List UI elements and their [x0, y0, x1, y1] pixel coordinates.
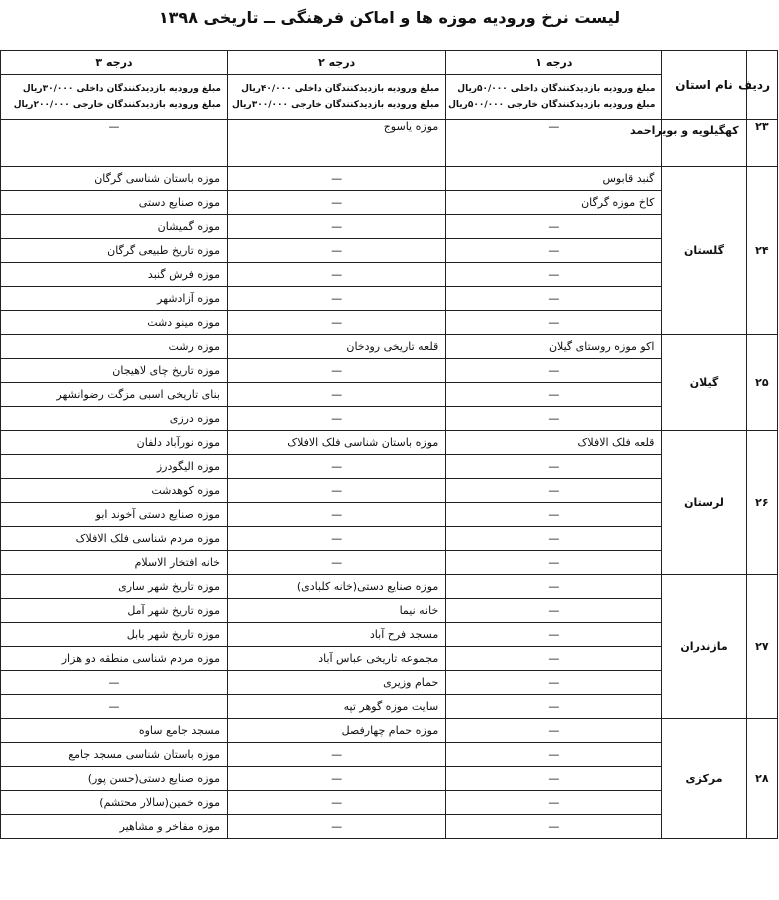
museum-name: موزه مردم شناسی فلک الافلاک	[1, 527, 228, 551]
empty-cell: —	[446, 671, 662, 695]
empty-cell: —	[227, 287, 445, 311]
row-number: ۲۵	[746, 335, 777, 431]
table-row	[1, 431, 778, 455]
empty-cell: —	[446, 359, 662, 383]
empty-cell: —	[227, 527, 445, 551]
table-row	[1, 479, 778, 503]
museum-name: موزه خمین(سالار محتشم)	[1, 791, 228, 815]
table-row	[1, 767, 778, 791]
province-name: گلستان	[662, 167, 746, 335]
museum-name: موزه کوهدشت	[1, 479, 228, 503]
row-number: ۲۴	[746, 167, 777, 335]
museum-name: گنبد قابوس	[446, 167, 662, 191]
museum-name: موزه صنایع دستی	[1, 191, 228, 215]
empty-cell: —	[227, 359, 445, 383]
table-row	[1, 311, 778, 335]
table-row	[1, 120, 778, 167]
museum-name: موزه صنایع دستی آخوند ابو	[1, 503, 228, 527]
museum-name: موزه تاریخ چای لاهیجان	[1, 359, 228, 383]
empty-cell: —	[227, 455, 445, 479]
museum-name: مسجد فرح آباد	[227, 623, 445, 647]
empty-cell: —	[446, 239, 662, 263]
empty-cell: —	[227, 239, 445, 263]
table-row	[1, 527, 778, 551]
museum-name: موزه یاسوج	[227, 120, 445, 167]
museum-name: مسجد جامع ساوه	[1, 719, 228, 743]
empty-cell: —	[446, 551, 662, 575]
province-name: مازندران	[662, 575, 746, 719]
empty-cell: —	[446, 407, 662, 431]
museum-name: موزه درزی	[1, 407, 228, 431]
empty-cell: —	[446, 311, 662, 335]
table-row	[1, 239, 778, 263]
table-row	[1, 815, 778, 839]
empty-cell: —	[1, 695, 228, 719]
museum-name: موزه باستان شناسی فلک الافلاک	[227, 431, 445, 455]
empty-cell: —	[227, 743, 445, 767]
empty-cell: —	[1, 671, 228, 695]
province-name: گیلان	[662, 335, 746, 431]
museum-name: موزه تاریخ شهر آمل	[1, 599, 228, 623]
museum-name: موزه نورآباد دلفان	[1, 431, 228, 455]
header-grade-1-prices	[446, 75, 662, 120]
museum-name: موزه رشت	[1, 335, 228, 359]
table-body	[1, 120, 778, 839]
header-province: نام استان	[662, 51, 746, 120]
empty-cell: —	[227, 407, 445, 431]
empty-cell: —	[446, 479, 662, 503]
table-row	[1, 551, 778, 575]
province-name: لرستان	[662, 431, 746, 575]
museum-name: موزه باستان شناسی مسجد جامع	[1, 743, 228, 767]
empty-cell: —	[227, 503, 445, 527]
table-row	[1, 743, 778, 767]
empty-cell: —	[227, 167, 445, 191]
empty-cell: —	[446, 287, 662, 311]
table-row	[1, 671, 778, 695]
grade-2-external-price: مبلغ ورودیه بازدیدکنندگان خارجی ۳۰۰/۰۰۰ریال	[231, 100, 440, 110]
museum-name: موزه حمام چهارفصل	[227, 719, 445, 743]
museum-name: کاخ موزه گرگان	[446, 191, 662, 215]
empty-cell: —	[446, 120, 662, 167]
province-name: مرکزی	[662, 719, 746, 839]
row-number: ۲۷	[746, 575, 777, 719]
grade-2-internal-price: مبلغ ورودیه بازدیدکنندگان داخلی ۴۰/۰۰۰ریال	[241, 84, 440, 94]
museum-name: بنای تاریخی اسبی مزگت رضوانشهر	[1, 383, 228, 407]
empty-cell: —	[446, 623, 662, 647]
table-row	[1, 191, 778, 215]
museum-name: خانه نیما	[227, 599, 445, 623]
table-row	[1, 791, 778, 815]
table-row	[1, 215, 778, 239]
empty-cell: —	[227, 263, 445, 287]
table-row	[1, 335, 778, 359]
museum-name: موزه باستان شناسی گرگان	[1, 167, 228, 191]
empty-cell: —	[446, 575, 662, 599]
header-radif: ردیف	[746, 51, 777, 120]
museum-name: قلعه تاریخی رودخان	[227, 335, 445, 359]
museum-name: موزه آزادشهر	[1, 287, 228, 311]
museum-name: قلعه فلک الافلاک	[446, 431, 662, 455]
empty-cell: —	[446, 527, 662, 551]
empty-cell: —	[227, 383, 445, 407]
museum-name: موزه تاریخ شهر بابل	[1, 623, 228, 647]
empty-cell: —	[227, 191, 445, 215]
table-row	[1, 263, 778, 287]
table-row	[1, 695, 778, 719]
museum-name: موزه مردم شناسی منطقه دو هزار	[1, 647, 228, 671]
museum-name: موزه الیگودرز	[1, 455, 228, 479]
row-number: ۲۸	[746, 719, 777, 839]
header-grade-2: درجه ۲	[227, 51, 445, 75]
table-row	[1, 407, 778, 431]
page-title: لیست نرخ ورودیه موزه ها و اماکن فرهنگی ــ تاریخی ۱۳۹۸	[158, 8, 621, 27]
museum-name: مجموعه تاریخی عباس آباد	[227, 647, 445, 671]
grade-3-internal-price: مبلغ ورودیه بازدیدکنندگان داخلی ۳۰/۰۰۰ریال	[22, 84, 221, 94]
museum-name: حمام وزیری	[227, 671, 445, 695]
museum-name: موزه صنایع دستی(خانه کلبادی)	[227, 575, 445, 599]
empty-cell: —	[446, 719, 662, 743]
empty-cell: —	[446, 263, 662, 287]
museum-name: خانه افتخار الاسلام	[1, 551, 228, 575]
table-row	[1, 359, 778, 383]
empty-cell: —	[446, 455, 662, 479]
header-grade-3-prices	[1, 75, 228, 120]
table-row	[1, 503, 778, 527]
table-row	[1, 719, 778, 743]
header-grade-3: درجه ۳	[1, 51, 228, 75]
empty-cell: —	[1, 120, 228, 167]
empty-cell: —	[227, 767, 445, 791]
museum-name: موزه گمیشان	[1, 215, 228, 239]
empty-cell: —	[446, 695, 662, 719]
museum-name: موزه تاریخ شهر ساری	[1, 575, 228, 599]
empty-cell: —	[446, 767, 662, 791]
province-name: کهگیلویه و بویراحمد	[662, 120, 746, 167]
empty-cell: —	[227, 815, 445, 839]
table-row	[1, 575, 778, 599]
museum-name: موزه مفاخر و مشاهیر	[1, 815, 228, 839]
museum-name: موزه مینو دشت	[1, 311, 228, 335]
empty-cell: —	[227, 311, 445, 335]
museum-name: موزه تاریخ طبیعی گرگان	[1, 239, 228, 263]
grade-1-external-price: مبلغ ورودیه بازدیدکنندگان خارجی ۵۰۰/۰۰۰ریال	[448, 100, 656, 110]
header-grade-1: درجه ۱	[446, 51, 662, 75]
museum-fee-table	[0, 50, 778, 839]
empty-cell: —	[446, 647, 662, 671]
museum-name: موزه صنایع دستی(حسن پور)	[1, 767, 228, 791]
empty-cell: —	[446, 215, 662, 239]
table-row	[1, 383, 778, 407]
museum-name: اکو موزه روستای گیلان	[446, 335, 662, 359]
empty-cell: —	[227, 479, 445, 503]
table-row	[1, 455, 778, 479]
row-number: ۲۳	[746, 120, 777, 167]
museum-name: سایت موزه گوهر تپه	[227, 695, 445, 719]
table-row	[1, 167, 778, 191]
empty-cell: —	[446, 503, 662, 527]
empty-cell: —	[227, 791, 445, 815]
empty-cell: —	[446, 791, 662, 815]
table-row	[1, 623, 778, 647]
table-row	[1, 599, 778, 623]
header-grade-2-prices	[227, 75, 445, 120]
museum-name: موزه فرش گنبد	[1, 263, 228, 287]
grade-1-internal-price: مبلغ ورودیه بازدیدکنندگان داخلی ۵۰/۰۰۰ریال	[457, 84, 656, 94]
table-row	[1, 287, 778, 311]
empty-cell: —	[227, 215, 445, 239]
empty-cell: —	[446, 383, 662, 407]
row-number: ۲۶	[746, 431, 777, 575]
empty-cell: —	[446, 815, 662, 839]
empty-cell: —	[227, 551, 445, 575]
grade-3-external-price: مبلغ ورودیه بازدیدکنندگان خارجی ۲۰۰/۰۰۰ریال	[13, 100, 221, 110]
empty-cell: —	[446, 743, 662, 767]
table-row	[1, 647, 778, 671]
empty-cell: —	[446, 599, 662, 623]
